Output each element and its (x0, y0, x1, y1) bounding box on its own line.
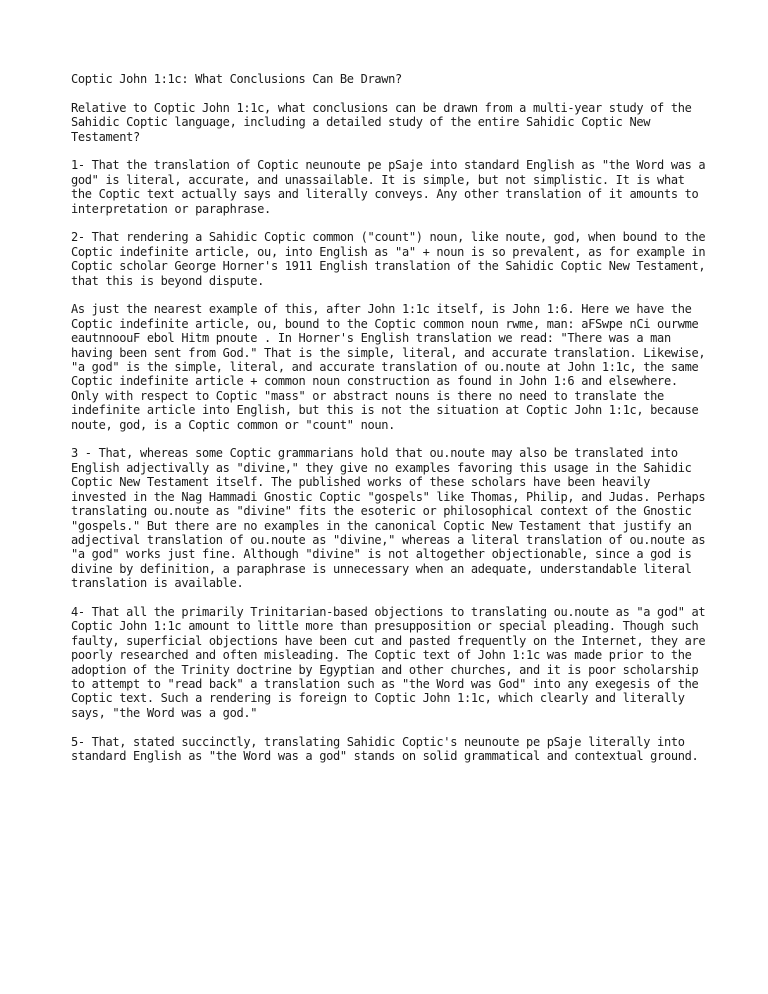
document-title: Coptic John 1:1c: What Conclusions Can Be Drawn? (71, 72, 402, 86)
paragraph-point-3: 3 - That, whereas some Coptic grammarians hold that ou.noute may also be translated into English adjectivally as "divine," they give no examples favoring this usage in the Sahidic Coptic New Testament itself. The published works of these scholars have been heavily invested in the Nag Hammadi Gnostic Coptic "gospels" like Thomas, Philip, and Judas. Perhaps translating ou.noute as "divine" fits the esoteric or philosophical context of the Gnostic "gospels." But there are no examples in the canonical Coptic New Testament that justify an adjectival translation of ou.noute as "divine," whereas a literal translation of ou.noute as "a god" works just fine. Although "divine" is not altogether objectionable, since a god is divine by definition, a paraphrase is unnecessary when an adequate, understandable literal translation is available. (71, 446, 706, 591)
paragraph-point-5: 5- That, stated succinctly, translating Sahidic Coptic's neunoute pe pSaje literally into standard English as "the Word was a god" stands on solid grammatical and contextual ground. (71, 734, 699, 763)
paragraph-point-4: 4- That all the primarily Trinitarian-based objections to translating ou.noute as "a god" at Coptic John 1:1c amount to little more than presupposition or special pleading. Though such faulty, superficial objections have been cut and pasted frequently on the Internet, they are poorly researched and often misleading. The Coptic text of John 1:1c was made prior to the adoption of the Trinity doctrine by Egyptian and other churches, and it is poor scholarship to attempt to "read back" a translation such as "the Word was God" into any exegesis of the Coptic text. Such a rendering is foreign to Coptic John 1:1c, which clearly and literally says, "the Word was a god." (71, 604, 706, 720)
paragraph-point-2: 2- That rendering a Sahidic Coptic common ("count") noun, like noute, god, when bound to the Coptic indefinite article, ou, into English as "a" + noun is so prevalent, as for example in Coptic scholar George Horner's 1911 English translation of the Sahidic Coptic New Testament, that this is beyond dispute. (71, 230, 706, 288)
paragraph-point-1: 1- That the translation of Coptic neunoute pe pSaje into standard English as "the Word was a god" is literal, accurate, and unassailable. It is simple, but not simplistic. It is what the Coptic text actually says and literally conveys. Any other translation of it amounts to interpretation or paraphrase. (71, 158, 706, 216)
paragraph-example: As just the nearest example of this, after John 1:1c itself, is John 1:6. Here we have the Coptic indefinite article, ou, bound to the Coptic common noun rwme, man: aFSwpe nCi ourwme eautnnoouF ebol Hitm pnoute . In Horner's English translation we read: "There was a man having been sent from God." That is the simple, literal, and accurate translation. Likewise, "a god" is the simple, literal, and accurate translation of ou.noute at John 1:1c, the same Coptic indefinite article + common noun construction as found in John 1:6 and elsewhere. Only with respect to Coptic "mass" or abstract nouns is there no need to translate the indefinite article into English, but this is not the situation at Coptic John 1:1c, because noute, god, is a Coptic common or "count" noun. (71, 302, 706, 432)
document-body (71, 72, 711, 778)
paragraph-intro: Relative to Coptic John 1:1c, what conclusions can be drawn from a multi-year study of the Sahidic Coptic language, including a detailed study of the entire Sahidic Coptic New Testament? (71, 100, 692, 144)
